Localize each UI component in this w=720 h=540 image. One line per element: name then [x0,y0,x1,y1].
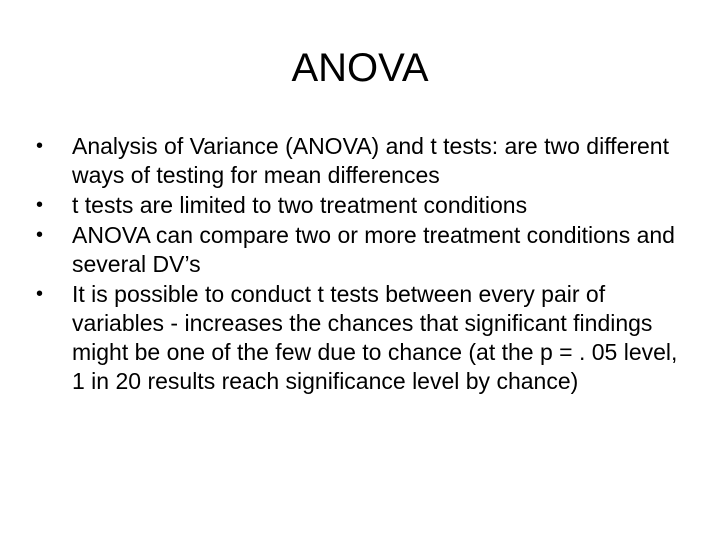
bullet-item-anova-vs-t-tests [36,132,686,190]
bullet-text: t tests are limited to two treatment conditions [72,192,528,218]
bullet-icon: • [36,282,44,305]
bullet-list [36,132,686,397]
bullet-item-multiple-t-tests [36,280,686,397]
bullet-icon: • [36,223,44,246]
bullet-text: ANOVA can compare two or more treatment conditions and several DV’s [72,221,675,277]
bullet-item-t-test-limits [36,191,686,220]
bullet-icon: • [36,194,44,216]
bullet-text: Analysis of Variance (ANOVA) and t tests: are two different ways of testing for mean differences [72,133,669,189]
bullet-icon: • [36,135,44,157]
slide-title: ANOVA [291,46,429,90]
bullet-text: It is possible to conduct t tests between every pair of variables - increases the chances that significant findings might be one of the few due to chance (at the p = . 05 level, 1 in 20 results reach significance level by chance) [72,280,678,395]
bullet-item-anova-compare [36,221,686,279]
